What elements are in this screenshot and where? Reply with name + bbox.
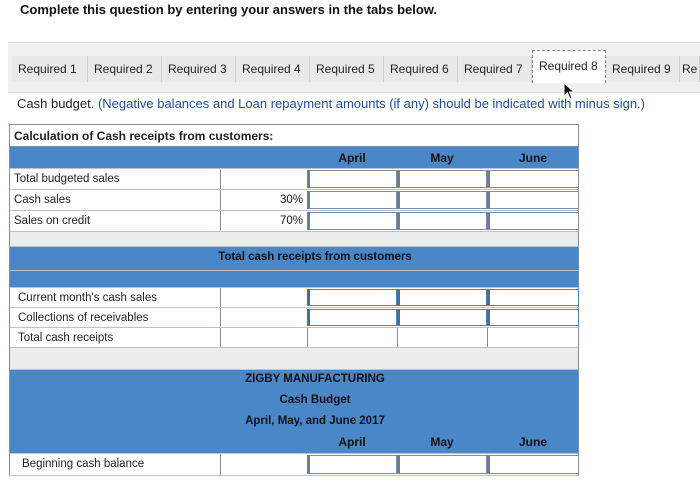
tab-required-6[interactable]: Required 6 — [384, 56, 458, 82]
question-subtitle — [17, 96, 645, 111]
table-row — [9, 454, 579, 476]
table-row — [9, 288, 579, 308]
tab-required-8[interactable]: Required 8 — [532, 50, 606, 83]
budget-title: Cash Budget — [279, 394, 351, 406]
row-label-total-cash-receipts: Total cash receipts — [18, 332, 114, 344]
budget-period: April, May, and June 2017 — [245, 415, 385, 427]
budget-month-june-header: June — [518, 435, 547, 449]
cash-sales-may-input[interactable] — [397, 191, 487, 209]
row-label-current-cash-sales: Current month's cash sales — [18, 292, 157, 304]
row-label-cash-sales: Cash sales — [14, 194, 71, 206]
empty-cell — [220, 308, 307, 327]
cash-sales-pct: 30% — [220, 190, 307, 210]
company-name: ZIGBY MANUFACTURING — [245, 373, 385, 385]
section-header-band-2 — [9, 271, 579, 288]
beginning-cash-april-input[interactable] — [307, 455, 397, 474]
tab-required-10-partial[interactable]: Re — [680, 56, 700, 82]
empty-cell — [220, 454, 307, 475]
tab-required-9[interactable]: Required 9 — [606, 56, 680, 82]
spacer-row — [9, 348, 579, 370]
tab-required-4[interactable]: Required 4 — [236, 56, 310, 82]
total-sales-april-input[interactable] — [307, 170, 397, 188]
budget-month-april-header: April — [338, 435, 366, 449]
total-sales-may-input[interactable] — [397, 170, 487, 188]
budget-month-may-header: May — [430, 435, 454, 449]
table-row — [9, 169, 579, 190]
row-label-collections: Collections of receivables — [18, 312, 149, 324]
current-cash-may-input[interactable] — [397, 289, 487, 306]
beginning-cash-june-input[interactable] — [487, 455, 579, 474]
receipts-caption: Calculation of Cash receipts from customers: — [9, 124, 579, 147]
row-pct — [220, 169, 307, 189]
total-receipts-april-value — [307, 328, 397, 347]
receipts-month-header — [9, 147, 579, 169]
tab-required-5[interactable]: Required 5 — [310, 56, 384, 82]
collections-april-input[interactable] — [307, 309, 397, 326]
total-sales-june-input[interactable] — [487, 170, 579, 188]
tab-required-3[interactable]: Required 3 — [162, 56, 236, 82]
tab-bar — [8, 42, 700, 93]
credit-sales-may-input[interactable] — [397, 212, 487, 230]
cash-sales-april-input[interactable] — [307, 191, 397, 209]
table-row — [9, 211, 579, 232]
month-june-header: June — [518, 151, 547, 165]
table-row — [9, 190, 579, 211]
tab-required-2[interactable]: Required 2 — [88, 56, 162, 82]
credit-sales-april-input[interactable] — [307, 212, 397, 230]
credit-sales-pct: 70% — [220, 211, 307, 231]
empty-cell — [220, 328, 307, 347]
subtitle-main: Cash budget. — [17, 96, 95, 111]
instruction-text: Complete this question by entering your answers in the tabs below. — [20, 2, 438, 17]
month-may-header: May — [430, 151, 454, 165]
cash-sales-june-input[interactable] — [487, 191, 579, 209]
row-label-beginning-cash: Beginning cash balance — [22, 458, 145, 470]
empty-cell — [220, 288, 307, 307]
tab-required-1[interactable]: Required 1 — [12, 56, 88, 82]
credit-sales-june-input[interactable] — [487, 212, 579, 230]
subtitle-note: (Negative balances and Loan repayment amounts (if any) should be indicated with minus sign.) — [97, 96, 645, 111]
row-label-sales-on-credit: Sales on credit — [14, 215, 91, 227]
collections-may-input[interactable] — [397, 309, 487, 326]
section-title-total-receipts: Total cash receipts from customers — [218, 251, 412, 263]
spacer-row — [9, 232, 579, 247]
tab-required-7[interactable]: Required 7 — [458, 56, 532, 82]
month-april-header: April — [338, 151, 366, 165]
beginning-cash-may-input[interactable] — [397, 455, 487, 474]
collections-june-input[interactable] — [487, 309, 579, 326]
current-cash-april-input[interactable] — [307, 289, 397, 306]
row-label-total-budgeted-sales: Total budgeted sales — [14, 173, 120, 185]
budget-header-band — [9, 370, 579, 454]
current-cash-june-input[interactable] — [487, 289, 579, 306]
table-row — [9, 308, 579, 328]
total-receipts-june-value — [487, 328, 579, 347]
total-receipts-may-value — [397, 328, 487, 347]
table-row — [9, 328, 579, 348]
section-header-band — [9, 247, 579, 271]
